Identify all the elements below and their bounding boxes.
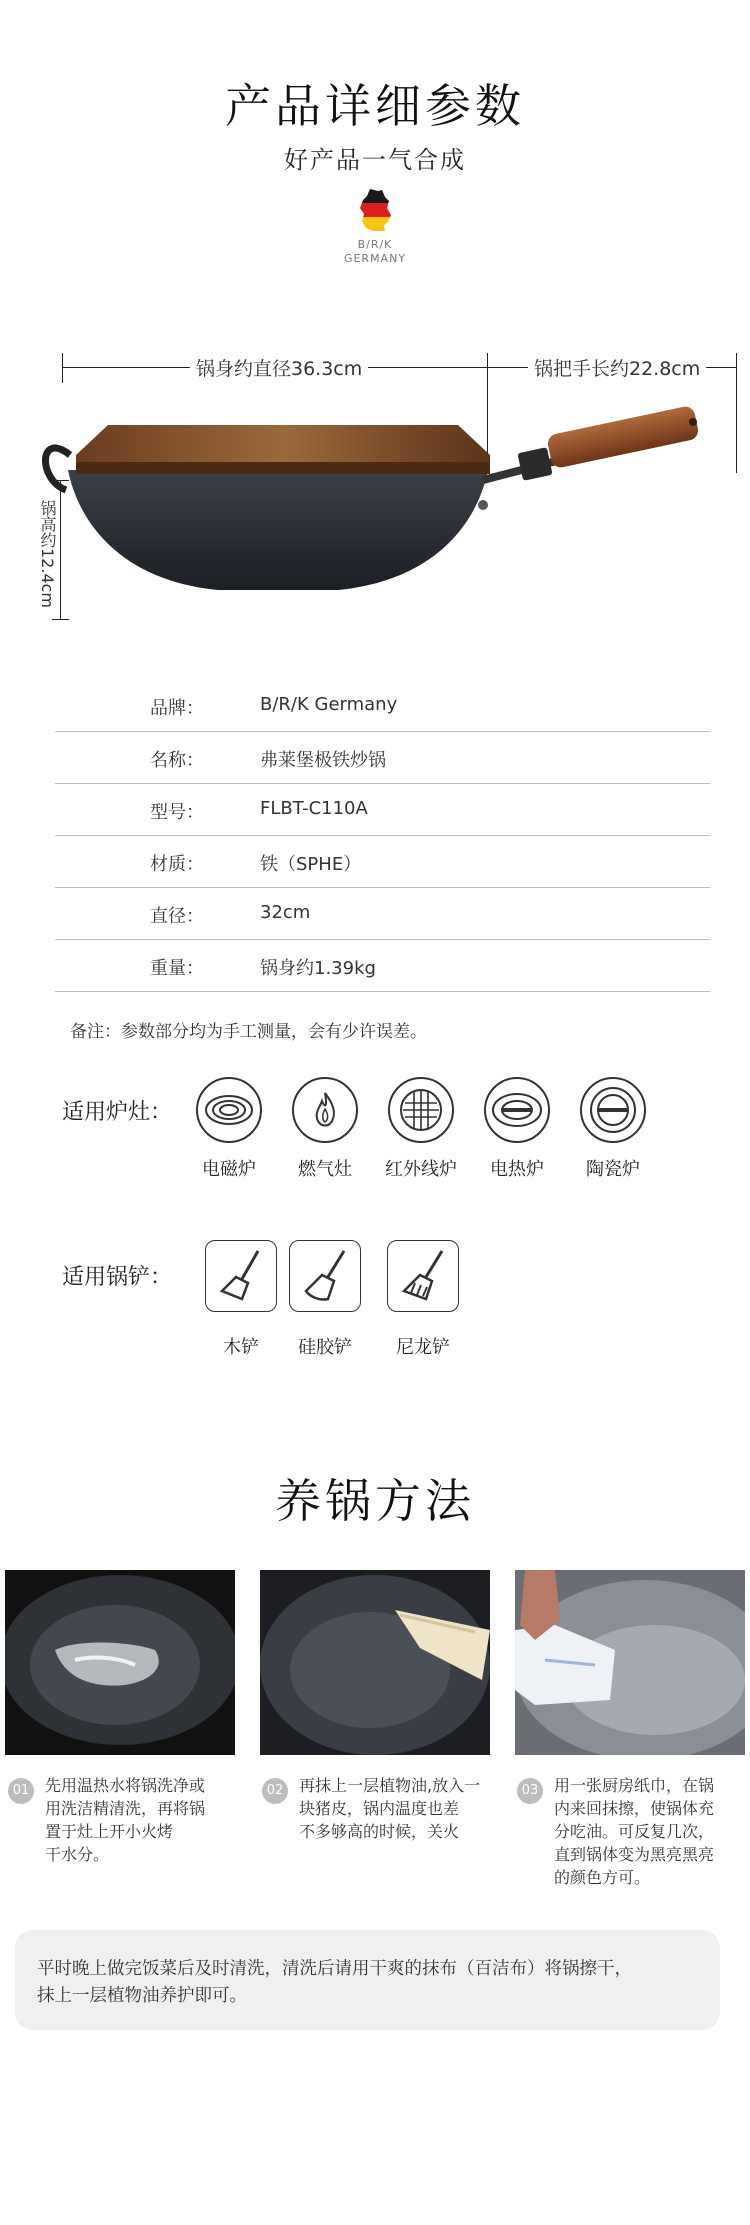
spec-key: 材质： [150,854,204,875]
diameter-label: 锅身约直径36.3cm [190,354,368,381]
step-2-text [299,1774,509,1843]
handle-length-label: 锅把手长约22.8cm [528,354,706,381]
wok-image [38,400,738,610]
wooden-spatula-icon [205,1240,277,1312]
ceramic-stove-icon [580,1077,646,1143]
daily-care-tip [15,1930,720,2030]
utensil-caption-nylon: 尼龙铲 [396,1337,450,1358]
step-2-number: 02 [262,1778,288,1804]
nylon-spatula-icon [387,1240,459,1312]
stove-caption-electric: 电热炉 [490,1159,544,1180]
step-3-line: 直到锅体变为黑亮黑亮 [554,1845,715,1864]
step-2-line: 不多够高的时候，关火 [299,1822,460,1841]
spec-row-name [55,732,710,784]
height-tick-bottom [52,619,69,620]
germany-map-icon [358,188,392,232]
silicone-spatula-icon [289,1240,361,1312]
step-1-line: 置于灶上开小火烤 [45,1822,174,1841]
tip-line: 平时晚上做完饭菜后及时清洗，清洗后请用干爽的抹布（百洁布）将锅擦干， [37,1959,632,1979]
step-1-line: 用洗洁精清洗，再将锅 [45,1799,206,1818]
page-title: 产品详细参数 [225,79,525,133]
stoves-label: 适用炉灶： [62,1100,173,1125]
spec-key: 型号： [150,802,204,823]
step-3-text [554,1774,749,1889]
utensil-caption-silicone: 硅胶铲 [298,1337,352,1358]
spec-value: 锅身约1.39kg [260,958,376,979]
spec-key: 名称： [150,750,204,771]
step-2-line: 块猪皮，锅内温度也差 [299,1799,460,1818]
step-1-line: 先用温热水将锅洗净或 [45,1776,206,1795]
step-3-line: 用一张厨房纸巾，在锅 [554,1776,715,1795]
induction-cooker-icon [196,1077,262,1143]
spec-key: 直径： [150,906,204,927]
spec-row-material [55,836,710,888]
step-1-number: 01 [8,1778,34,1804]
step-3-line: 分吃油。可反复几次， [554,1822,715,1841]
measurement-note: 备注：参数部分均为手工测量，会有少许误差。 [70,1022,427,1042]
page-subtitle: 好产品一气合成 [284,146,466,174]
height-label: 锅高约12.4cm [38,500,57,609]
spec-row-diameter [55,888,710,940]
utensils-label: 适用锅铲： [62,1265,173,1290]
spec-key: 重量： [150,958,204,979]
step-1-photo [5,1570,235,1755]
spec-row-model [55,784,710,836]
spec-row-brand [55,680,710,732]
step-3-number: 03 [517,1778,543,1804]
step-2-line: 再抹上一层植物油,放入一 [299,1776,481,1795]
tip-line: 抹上一层植物油养护即可。 [37,1986,247,2006]
stove-caption-induction: 电磁炉 [202,1159,256,1180]
brand-logo [335,188,415,266]
stove-caption-infrared: 红外线炉 [385,1159,457,1180]
utensil-caption-wood: 木铲 [223,1337,259,1358]
gas-stove-icon [292,1077,358,1143]
spec-row-weight [55,940,710,992]
step-3-line: 的颜色方可。 [554,1868,651,1887]
stove-caption-gas: 燃气灶 [298,1159,352,1180]
spec-value: B/R/K Germany [260,694,398,715]
brand-country: GERMANY [343,252,407,265]
step-1-line: 干水分。 [45,1845,110,1864]
step-3-line: 内来回抹擦，使锅体充 [554,1799,715,1818]
stove-caption-ceramic: 陶瓷炉 [586,1159,640,1180]
dim-tick-left [62,353,63,383]
step-1-text [45,1774,230,1866]
brand-name: B/R/K [357,238,393,251]
step-3-photo [515,1570,745,1755]
step-2-photo [260,1570,490,1755]
spec-value: FLBT-C110A [260,798,368,819]
spec-value: 铁（SPHE） [260,854,362,875]
spec-value: 弗莱堡极铁炒锅 [260,750,386,771]
spec-value: 32cm [260,902,311,923]
infrared-stove-icon [388,1077,454,1143]
spec-key: 品牌： [150,698,204,719]
electric-stove-icon [484,1077,550,1143]
care-section-title: 养锅方法 [275,1474,475,1528]
